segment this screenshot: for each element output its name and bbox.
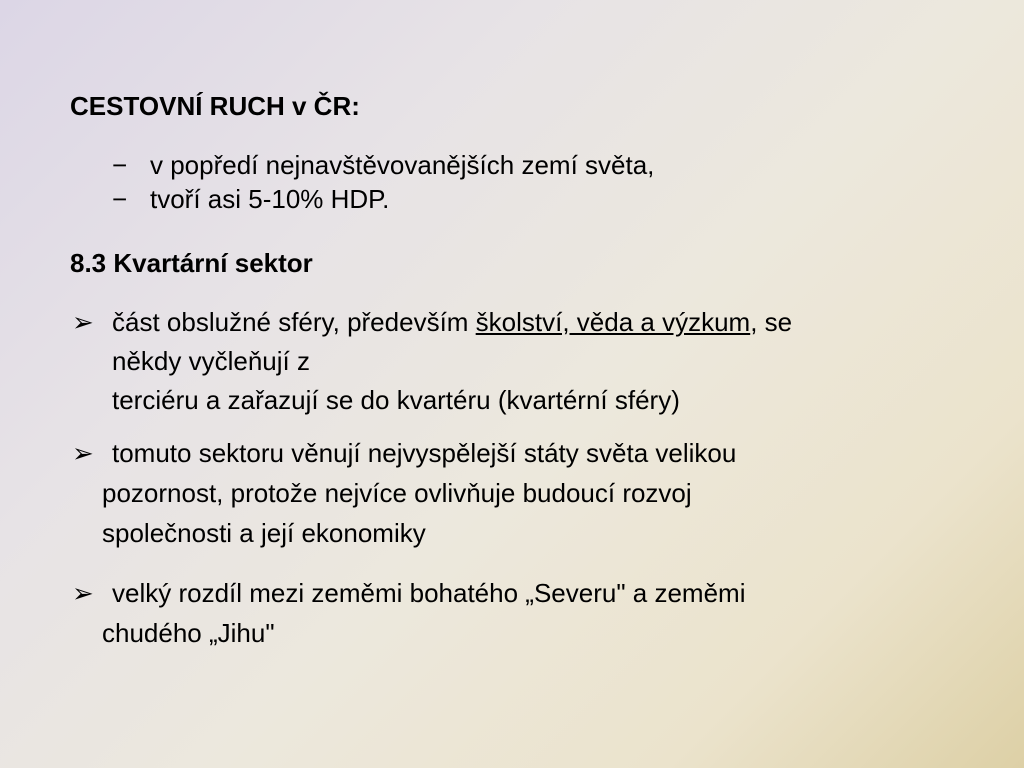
bullet-item-quaternary-definition [72,302,792,420]
arrow-bullet-icon: ➢ [72,578,94,608]
bullet-line [72,302,792,342]
bullet-item-developed-states [72,433,736,553]
bullet-line: chudého „Jihu" [102,618,275,648]
list-item [112,182,654,216]
bullet-text: část obslužné sféry, především [112,307,476,337]
bullet-line: někdy vyčleňují z [112,346,310,376]
bullet-line: velký rozdíl mezi zeměmi bohatého „Severu" a zeměmi [112,578,746,608]
arrow-bullet-icon: ➢ [72,307,94,337]
bullet-line: pozornost, protože nejvíce ovlivňuje budoucí rozvoj [102,478,692,508]
bullet-line: terciéru a zařazují se do kvartéru (kvartérní sféry) [112,385,680,415]
underlined-text: školství, věda a výzkum [475,307,751,337]
dash-bullet-icon: − [112,150,128,180]
list-item-text: v popředí nejnavštěvovanějších zemí světa, [150,150,655,180]
tourism-list [112,148,654,216]
bullet-item-north-south [72,573,745,653]
section-heading-quaternary: 8.3 Kvartární sektor [70,248,313,278]
dash-bullet-icon: − [112,184,128,214]
bullet-line: tomuto sektoru věnují nejvyspělejší státy světa velikou [112,438,737,468]
list-item [112,148,654,182]
arrow-bullet-icon: ➢ [72,438,94,468]
section-heading-tourism: CESTOVNÍ RUCH v ČR: [70,91,360,121]
bullet-line: společnosti a její ekonomiky [102,518,426,548]
bullet-text: , se [750,307,793,337]
list-item-text: tvoří asi 5-10% HDP. [150,184,390,214]
